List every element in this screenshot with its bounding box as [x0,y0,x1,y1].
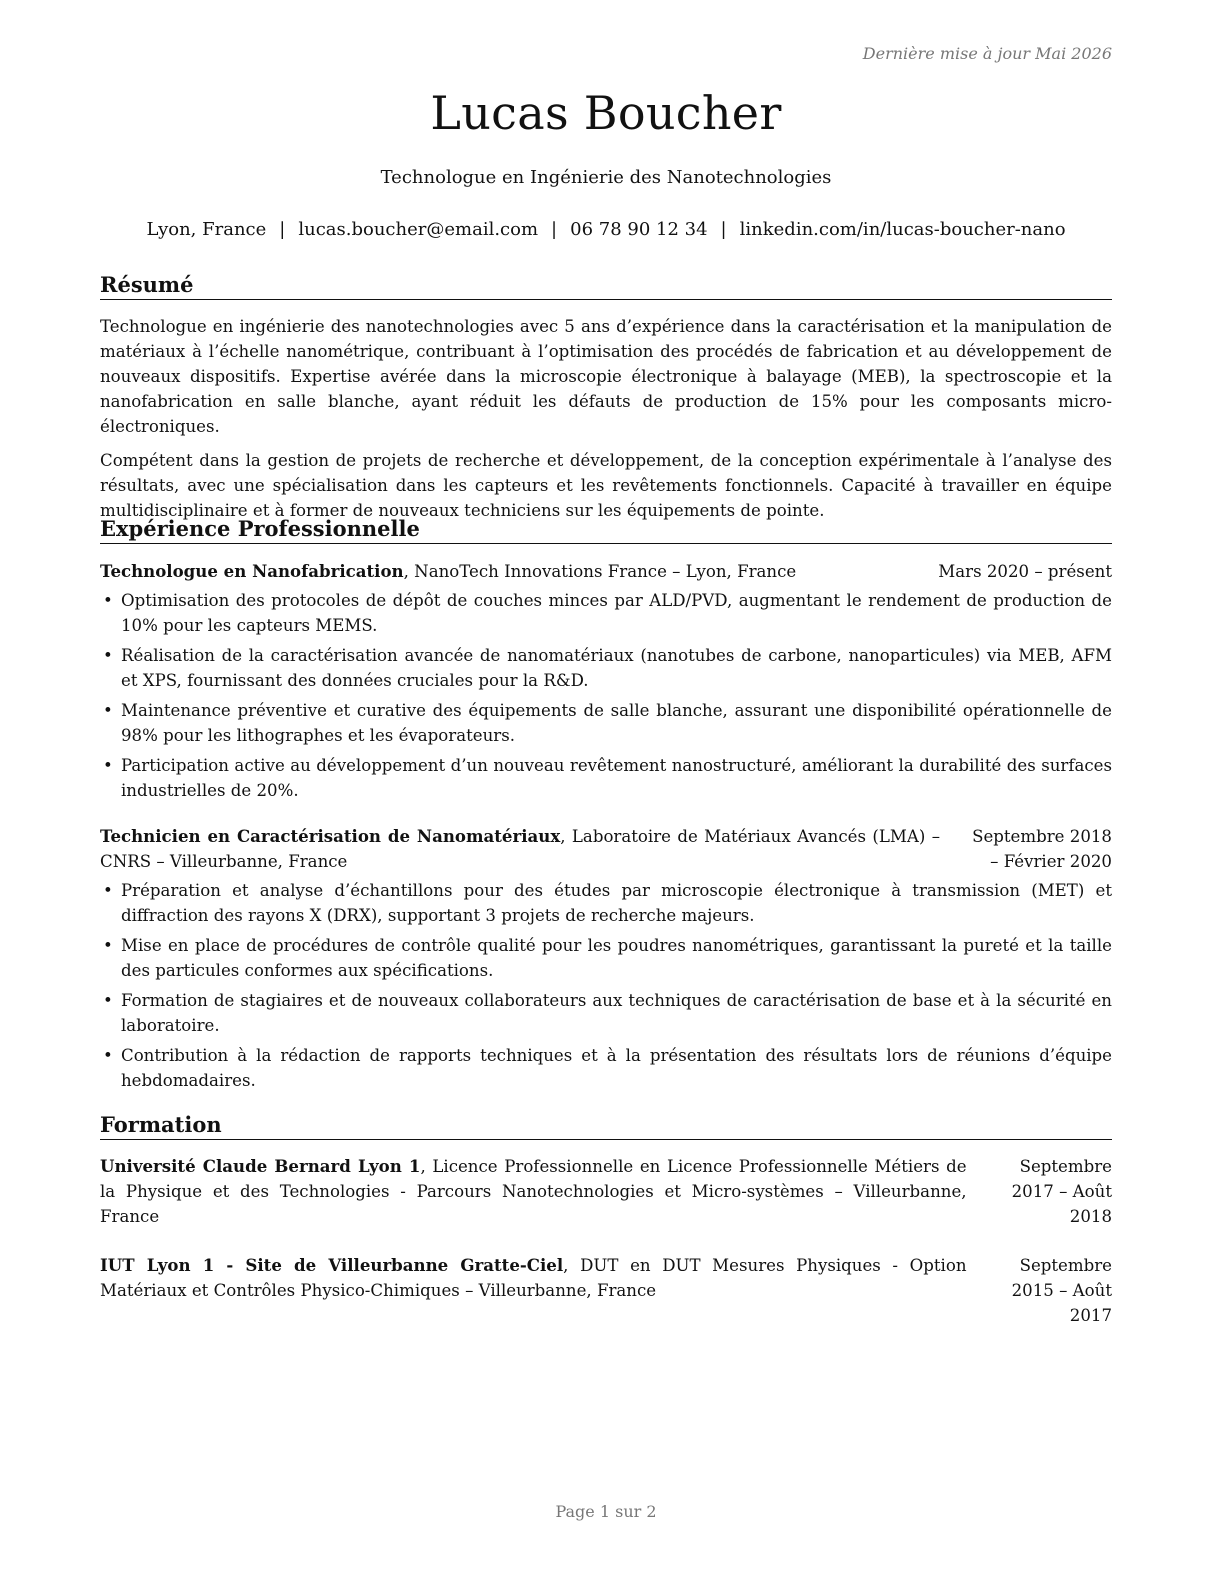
job-dates: Septembre 2018 – Février 2020 [972,827,1112,871]
section-title-experience: Expérience Professionnelle [100,516,1112,544]
summary-paragraph: Technologue en ingénierie des nanotechnologies avec 5 ans d’expérience dans la caractérisation et la manipulation de matériaux à l’échelle nanométrique, contribuant à l’optimisation des procédés de fabrication et au développement de nouveaux dispositifs. Expertise avérée dans la microscopie électronique à balayage (MEB), la spectroscopie et la nanofabrication en salle blanche, ayant réduit les défauts de production de 15% pour les composants micro-électroniques. [100,317,1112,436]
education-dates: Septembre 2015 – Août 2017 [1011,1256,1112,1325]
education-school: Université Claude Bernard Lyon 1 [100,1156,421,1176]
job-bullet: • Préparation et analyse d’échantillons pour des études par microscopie électronique à transmission (MET) et diffraction des rayons X (DRX), supportant 3 projets de recherche majeurs. [100,878,1112,928]
job-bullets [100,878,1112,1093]
job-bullet: • Formation de stagiaires et de nouveaux collaborateurs aux techniques de caractérisation de base et à la sécurité en laboratoire. [100,988,1112,1038]
education-entry [100,1154,1112,1229]
job-title-line [100,824,940,874]
education-details: , Licence Professionnelle en Licence Professionnelle Métiers de la Physique et des Technologies - Parcours Nanotechnologies et Micro-systèmes – Villeurbanne, France [100,1157,967,1226]
experience-section [100,516,1112,1098]
job-role: Technologue en Nanofabrication [100,561,404,581]
job-entry [100,824,1112,1093]
job-role: Technicien en Caractérisation de Nanomatériaux [100,826,561,846]
contact-linkedin[interactable]: linkedin.com/in/lucas-boucher-nano [739,219,1066,240]
summary-section [100,272,1112,523]
contact-phone: 06 78 90 12 34 [570,219,708,240]
job-bullet: • Optimisation des protocoles de dépôt de couches minces par ALD/PVD, augmentant le rendement de production de 10% pour les capteurs MEMS. [100,588,1112,638]
page-number: Page 1 sur 2 [555,1502,657,1521]
job-details: , NanoTech Innovations France – Lyon, France [403,562,797,581]
education-entry [100,1253,1112,1328]
section-title-summary: Résumé [100,272,1112,300]
education-details: , DUT en DUT Mesures Physiques - Option Matériaux et Contrôles Physico-Chimiques – Villeurbanne, France [100,1256,967,1300]
job-bullet: • Participation active au développement d’un nouveau revêtement nanostructuré, améliorant la durabilité des surfaces industrielles de 20%. [100,753,1112,803]
education-title-line [100,1253,967,1303]
resume-page [100,0,1112,1584]
contact-line [100,219,1112,240]
job-bullet: • Mise en place de procédures de contrôle qualité pour les poudres nanométriques, garantissant la pureté et la taille des particules conformes aux spécifications. [100,933,1112,983]
job-details: , Laboratoire de Matériaux Avancés (LMA) – CNRS – Villeurbanne, France [100,827,940,871]
job-header [100,559,1112,584]
education-dates: Septembre 2017 – Août 2018 [1011,1157,1112,1226]
candidate-name: Lucas Boucher [430,86,782,140]
job-bullet: • Réalisation de la caractérisation avancée de nanomatériaux (nanotubes de carbone, nanoparticules) via MEB, AFM et XPS, fournissant des données cruciales pour la R&D. [100,643,1112,693]
last-updated: Dernière mise à jour Mai 2026 [862,44,1112,63]
job-bullet: • Contribution à la rédaction de rapports techniques et à la présentation des résultats lors de réunions d’équipe hebdomadaires. [100,1043,1112,1093]
education-section [100,1112,1112,1328]
education-school: IUT Lyon 1 - Site de Villeurbanne Gratte-Ciel [100,1255,564,1275]
job-header [100,824,1112,874]
section-title-education: Formation [100,1112,1112,1140]
contact-separator: | [720,219,727,240]
contact-email[interactable]: lucas.boucher@email.com [298,219,539,240]
job-entry [100,559,1112,803]
summary-paragraph: Compétent dans la gestion de projets de recherche et développement, de la conception expérimentale à l’analyse des résultats, avec une spécialisation dans les capteurs et les revêtements fonctionnels. Capacité à travailler en équipe multidisciplinaire et à former de nouveaux techniciens sur les équipements de pointe. [100,451,1112,520]
job-dates: Mars 2020 – présent [938,562,1112,581]
job-title-line [100,559,796,584]
education-title-line [100,1154,967,1229]
contact-separator: | [279,219,286,240]
contact-separator: | [551,219,558,240]
job-bullet: • Maintenance préventive et curative des équipements de salle blanche, assurant une disponibilité opérationnelle de 98% pour les lithographes et les évaporateurs. [100,698,1112,748]
contact-location: Lyon, France [146,219,267,240]
candidate-title: Technologue en Ingénierie des Nanotechnologies [380,167,832,188]
job-bullets [100,588,1112,803]
